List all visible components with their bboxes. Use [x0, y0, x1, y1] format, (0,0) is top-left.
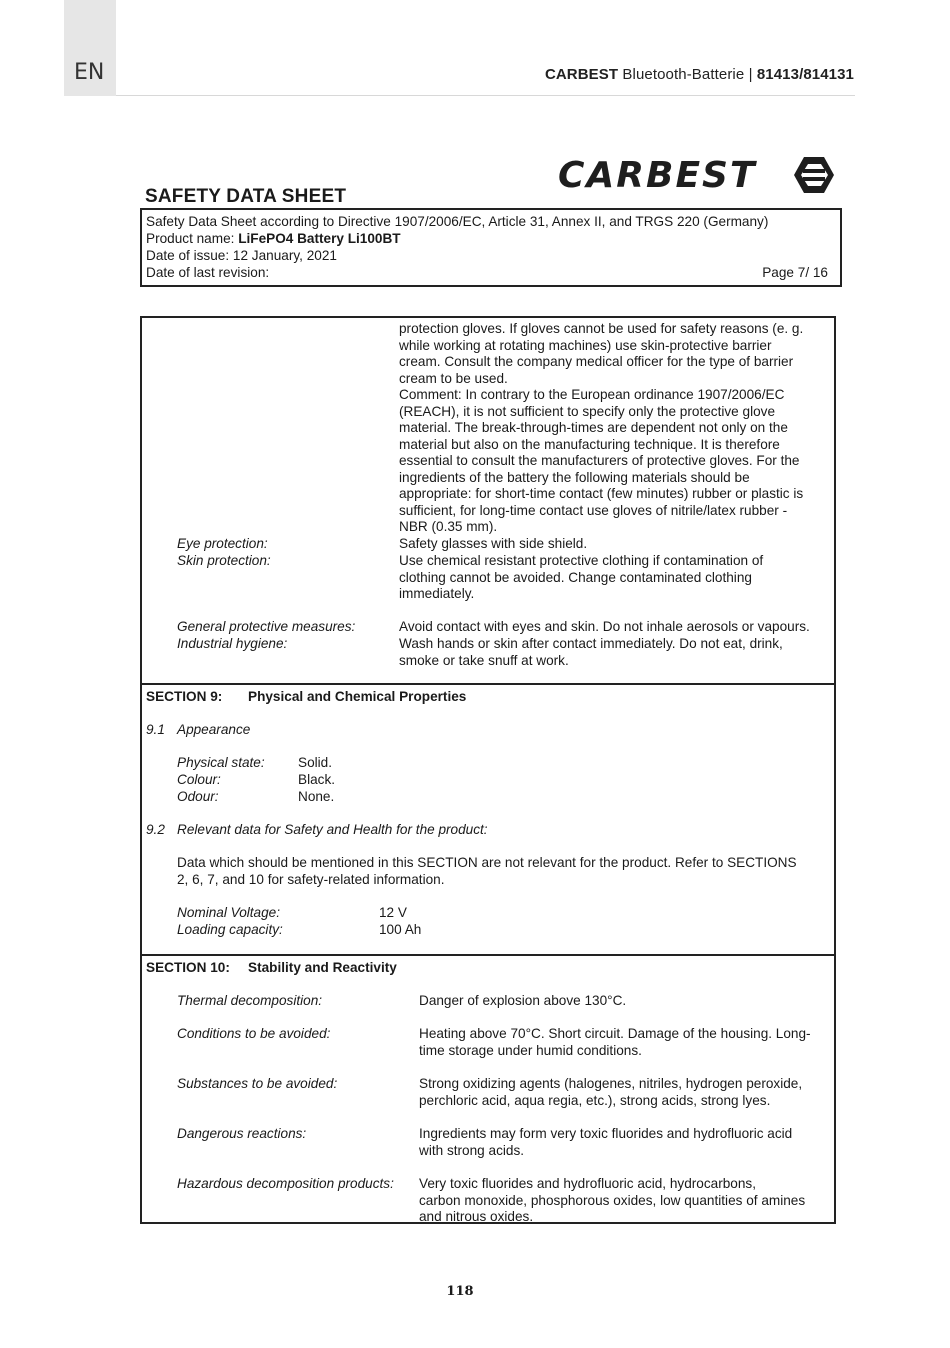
- section-9-title: Physical and Chemical Properties: [248, 689, 467, 704]
- nominal-voltage-value: 12 V: [379, 905, 407, 920]
- document-title: SAFETY DATA SHEET: [145, 186, 347, 207]
- skin-protection-value: [399, 553, 763, 603]
- hazardous-line: Very toxic fluorides and hydrofluoric acid, hydrocarbons,: [419, 1176, 756, 1191]
- hygiene-line: Wash hands or skin after contact immediately. Do not eat, drink,: [399, 636, 783, 651]
- page-number: 118: [446, 1284, 474, 1299]
- header-divider: [116, 95, 855, 96]
- conditions-avoided-label: Conditions to be avoided:: [177, 1026, 331, 1041]
- conditions-line: time storage under humid conditions.: [419, 1042, 642, 1058]
- product-name-label: Product name:: [146, 231, 235, 246]
- gloves-line: cream. Consult the company medical officer for the type of barrier: [399, 354, 794, 369]
- section-10-title: Stability and Reactivity: [248, 960, 397, 975]
- substances-avoided-label: Substances to be avoided:: [177, 1076, 338, 1091]
- dangerous-reactions-label: Dangerous reactions:: [177, 1126, 307, 1141]
- eye-protection-label: Eye protection:: [177, 536, 268, 551]
- gloves-line: cream to be used.: [399, 370, 508, 386]
- header-title: [545, 66, 854, 83]
- header-brand: CARBEST: [544, 66, 619, 83]
- skin-protection-label: Skin protection:: [177, 553, 271, 568]
- nominal-voltage-label: Nominal Voltage:: [177, 905, 281, 920]
- industrial-hygiene-label: Industrial hygiene:: [177, 636, 288, 651]
- conditions-avoided-value: [419, 1026, 811, 1059]
- substances-line: perchloric acid, aqua regia, etc.), strong acids, strong lyes.: [419, 1092, 771, 1108]
- note-line: 2, 6, 7, and 10 for safety-related information.: [177, 871, 445, 887]
- carbest-logo: [556, 150, 841, 200]
- dangerous-line: with strong acids.: [419, 1142, 525, 1158]
- logo-wordmark: CARBEST: [558, 155, 757, 196]
- gloves-text: [399, 321, 803, 536]
- hazardous-line: carbon monoxide, phosphorous oxides, low quantities of amines: [419, 1192, 806, 1208]
- loading-capacity-value: 100 Ah: [379, 922, 422, 937]
- issue-date-line: Date of issue: 12 January, 2021: [146, 248, 337, 263]
- thermal-decomposition-label: Thermal decomposition:: [177, 993, 323, 1008]
- directive-line: Safety Data Sheet according to Directive 1907/2006/EC, Article 31, Annex II, and TRGS 220 (Germany): [146, 214, 769, 229]
- gloves-line: NBR (0.35 mm).: [399, 519, 498, 534]
- gloves-line: sufficient, for long-time contact use gloves of nitrile/latex rubber -: [399, 502, 788, 518]
- skin-line: immediately.: [399, 586, 475, 601]
- odour-label: Odour:: [177, 789, 219, 804]
- thermal-decomposition-value: Danger of explosion above 130°C.: [419, 993, 627, 1008]
- hazardous-products-label: Hazardous decomposition products:: [177, 1176, 394, 1191]
- hazardous-line: and nitrous oxides.: [419, 1209, 534, 1224]
- loading-capacity-label: Loading capacity:: [177, 922, 283, 937]
- page-indicator: Page 7/ 16: [762, 265, 828, 280]
- dangerous-reactions-value: [419, 1126, 792, 1159]
- header-separator: |: [748, 66, 753, 83]
- subsection-9-1-title: Appearance: [177, 722, 251, 737]
- gloves-line: while working at rotating machines) use skin-protective barrier: [399, 337, 772, 353]
- general-measures-label: General protective measures:: [177, 619, 356, 634]
- conditions-line: Heating above 70°C. Short circuit. Damage of the housing. Long-: [419, 1026, 811, 1041]
- header-article-numbers: 81413/814131: [756, 66, 854, 83]
- general-measures-value: Avoid contact with eyes and skin. Do not inhale aerosols or vapours.: [399, 619, 810, 634]
- substances-line: Strong oxidizing agents (halogenes, nitriles, hydrogen peroxide,: [419, 1076, 803, 1091]
- revision-date-label: Date of last revision:: [146, 265, 270, 280]
- product-name-value: LiFePO4 Battery Li100BT: [238, 231, 401, 246]
- logo-emblem-icon: [794, 157, 834, 193]
- section-9-number: SECTION 9:: [146, 689, 223, 704]
- subsection-9-2-number: 9.2: [146, 822, 165, 837]
- gloves-line: material but also on the manufacturing technique. It is therefore: [399, 436, 780, 452]
- product-line: [146, 230, 840, 247]
- revision-line: [146, 264, 840, 281]
- gloves-line: Comment: In contrary to the European ordinance 1907/2006/EC: [399, 387, 785, 402]
- language-tab: EN: [64, 0, 116, 96]
- gloves-line: appropriate: for short-time contact (few minutes) rubber or plastic is: [399, 486, 804, 501]
- skin-line: Use chemical resistant protective clothing if contamination of: [399, 553, 764, 568]
- eye-protection-value: Safety glasses with side shield.: [399, 536, 588, 551]
- gloves-line: material. The break-through-times are dependent not only on the: [399, 420, 788, 435]
- skin-line: clothing cannot be avoided. Change contaminated clothing: [399, 569, 752, 585]
- substances-avoided-value: [419, 1076, 802, 1109]
- colour-value: Black.: [298, 772, 336, 787]
- relevance-note: [177, 855, 797, 888]
- section-10-divider: [142, 954, 834, 956]
- gloves-line: ingredients of the battery the following materials should be: [399, 469, 750, 485]
- section-10-number: SECTION 10:: [146, 960, 230, 975]
- physical-state-value: Solid.: [298, 755, 333, 770]
- main-content-box: [140, 316, 836, 1224]
- industrial-hygiene-value: [399, 636, 783, 669]
- hygiene-line: smoke or take snuff at work.: [399, 652, 569, 668]
- subsection-9-2-title: Relevant data for Safety and Health for the product:: [177, 822, 488, 837]
- section-9-divider: [142, 683, 834, 685]
- subsection-9-1-number: 9.1: [146, 722, 165, 737]
- physical-state-label: Physical state:: [177, 755, 265, 770]
- hazardous-products-value: [419, 1176, 805, 1226]
- note-line: Data which should be mentioned in this SECTION are not relevant for the product. Refer to SECTIONS: [177, 855, 797, 870]
- odour-value: None.: [298, 789, 335, 804]
- gloves-line: (REACH), it is not sufficient to specify only the protective glove: [399, 403, 776, 419]
- gloves-line: essential to consult the manufacturers of protective gloves. For the: [399, 453, 800, 468]
- header-product: Bluetooth-Batterie: [622, 66, 745, 83]
- dangerous-line: Ingredients may form very toxic fluorides and hydrofluoric acid: [419, 1126, 793, 1141]
- gloves-line: protection gloves. If gloves cannot be used for safety reasons (e. g.: [399, 321, 804, 336]
- colour-label: Colour:: [177, 772, 221, 787]
- document-info-box: [140, 208, 842, 287]
